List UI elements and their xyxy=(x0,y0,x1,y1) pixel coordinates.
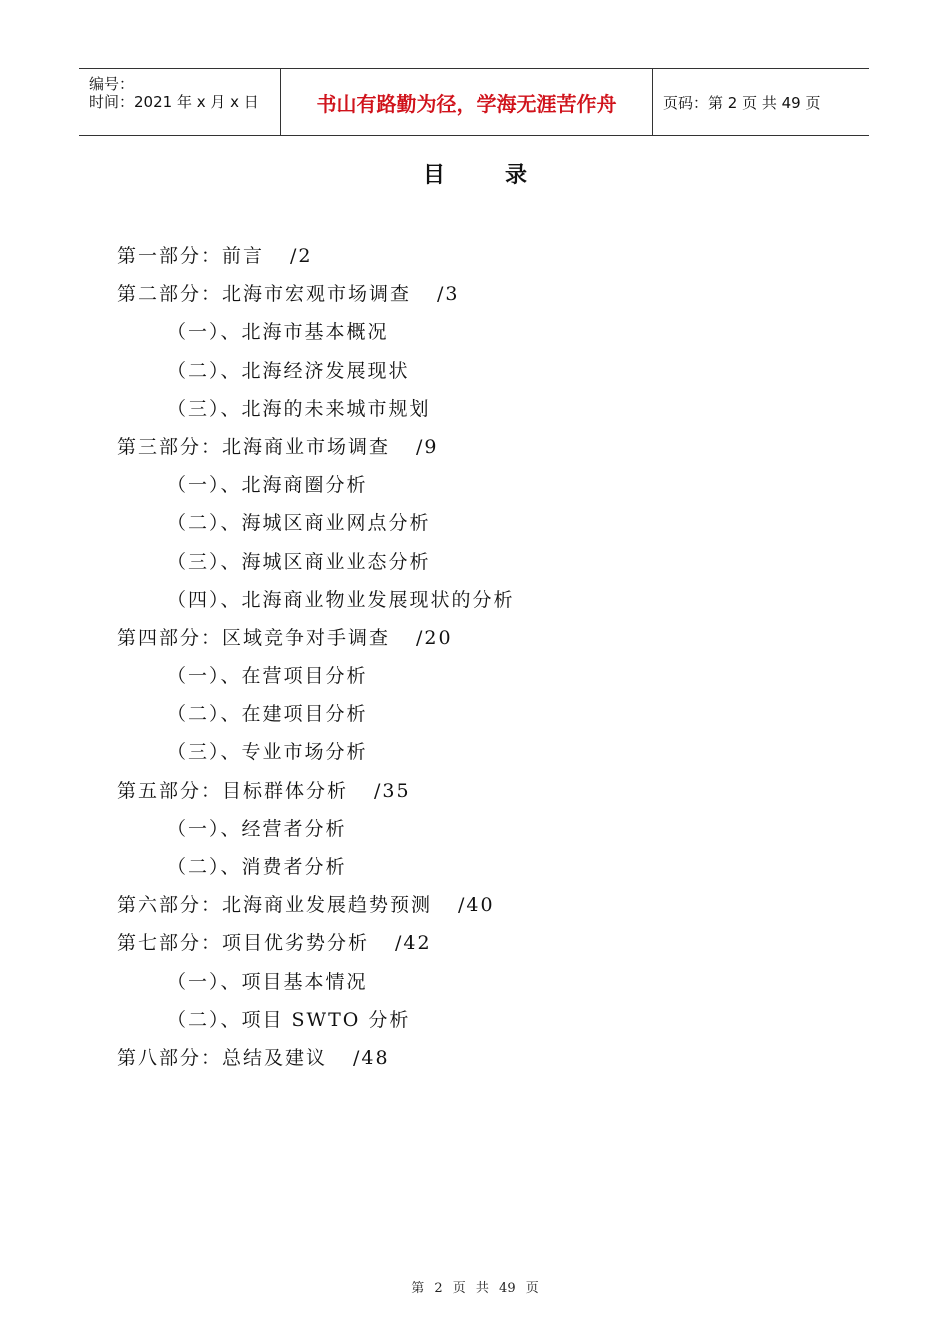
toc-subsection-entry[interactable] xyxy=(117,661,877,699)
table-of-contents xyxy=(117,241,877,1081)
toc-subsection-entry[interactable] xyxy=(117,547,877,585)
page-header xyxy=(79,68,869,136)
toc-entry-text: 第七部分：项目优劣势分析 xyxy=(117,932,370,955)
toc-subsection-entry[interactable] xyxy=(117,699,877,737)
toc-subsection-entry[interactable] xyxy=(117,737,877,775)
toc-subsection-entry[interactable] xyxy=(117,317,877,355)
toc-page-number: /42 xyxy=(395,932,432,955)
toc-page-number: /20 xyxy=(416,626,453,649)
toc-entry-text: （四）、北海商业物业发展现状的分析 xyxy=(167,588,515,611)
toc-page-number: /2 xyxy=(290,245,313,267)
toc-subsection-entry[interactable] xyxy=(117,814,877,852)
toc-section-entry[interactable] xyxy=(117,776,877,814)
page-footer: 第 2 页 共 49 页 xyxy=(411,1281,539,1296)
toc-entry-text: （二）、消费者分析 xyxy=(167,856,347,878)
toc-entry-text: 第六部分：北海商业发展趋势预测 xyxy=(117,894,433,917)
header-motto: 书山有路勤为径，学海无涯苦作舟 xyxy=(281,69,653,135)
toc-subsection-entry[interactable] xyxy=(117,585,877,623)
toc-subsection-entry[interactable] xyxy=(117,356,877,394)
toc-entry-text: （二）、项目 SWTO 分析 xyxy=(167,1008,411,1031)
toc-entry-text: （二）、在建项目分析 xyxy=(167,703,368,726)
toc-entry-text: （三）、专业市场分析 xyxy=(167,741,368,764)
toc-page-number: /3 xyxy=(437,283,460,306)
toc-subsection-entry[interactable] xyxy=(117,394,877,432)
toc-entry-text: （三）、北海的未来城市规划 xyxy=(167,397,431,420)
toc-entry-text: 第五部分：目标群体分析 xyxy=(117,779,349,802)
toc-page-number: /35 xyxy=(374,779,411,802)
toc-subsection-entry[interactable] xyxy=(117,852,877,890)
toc-title: 目录 xyxy=(422,163,587,188)
toc-page-number: /9 xyxy=(416,435,439,458)
toc-entry-text: 第四部分：区域竞争对手调查 xyxy=(117,626,391,649)
document-number-label: 编号： xyxy=(89,75,135,93)
toc-section-entry[interactable] xyxy=(117,928,877,966)
toc-section-entry[interactable] xyxy=(117,241,877,279)
toc-entry-text: 第一部分：前言 xyxy=(117,245,265,267)
toc-section-entry[interactable] xyxy=(117,432,877,470)
toc-subsection-entry[interactable] xyxy=(117,1005,877,1043)
toc-entry-text: 第三部分：北海商业市场调查 xyxy=(117,435,391,458)
toc-entry-text: （一）、北海商圈分析 xyxy=(167,474,368,497)
toc-section-entry[interactable] xyxy=(117,1043,877,1081)
toc-section-entry[interactable] xyxy=(117,623,877,661)
toc-page-number: /48 xyxy=(353,1046,390,1069)
toc-entry-text: 第八部分：总结及建议 xyxy=(117,1046,328,1069)
toc-entry-text: 第二部分：北海市宏观市场调查 xyxy=(117,283,412,306)
toc-entry-text: （一）、在营项目分析 xyxy=(167,665,368,688)
toc-section-entry[interactable] xyxy=(117,279,877,317)
toc-entry-text: （二）、北海经济发展现状 xyxy=(167,359,410,382)
toc-entry-text: （三）、海城区商业业态分析 xyxy=(167,550,431,573)
toc-entry-text: （一）、经营者分析 xyxy=(167,817,347,840)
toc-subsection-entry[interactable] xyxy=(117,470,877,508)
toc-page-number: /40 xyxy=(458,894,495,917)
toc-subsection-entry[interactable] xyxy=(117,967,877,1005)
header-page-info: 页码：第 2 页 共 49 页 xyxy=(663,93,821,112)
toc-entry-text: （一）、项目基本情况 xyxy=(167,970,368,993)
toc-entry-text: （一）、北海市基本概况 xyxy=(167,321,389,344)
document-date: 时间：2021 年 x 月 x 日 xyxy=(89,93,259,111)
toc-subsection-entry[interactable] xyxy=(117,508,877,546)
toc-entry-text: （二）、海城区商业网点分析 xyxy=(167,512,431,535)
header-meta-cell xyxy=(79,69,281,135)
toc-section-entry[interactable] xyxy=(117,890,877,928)
